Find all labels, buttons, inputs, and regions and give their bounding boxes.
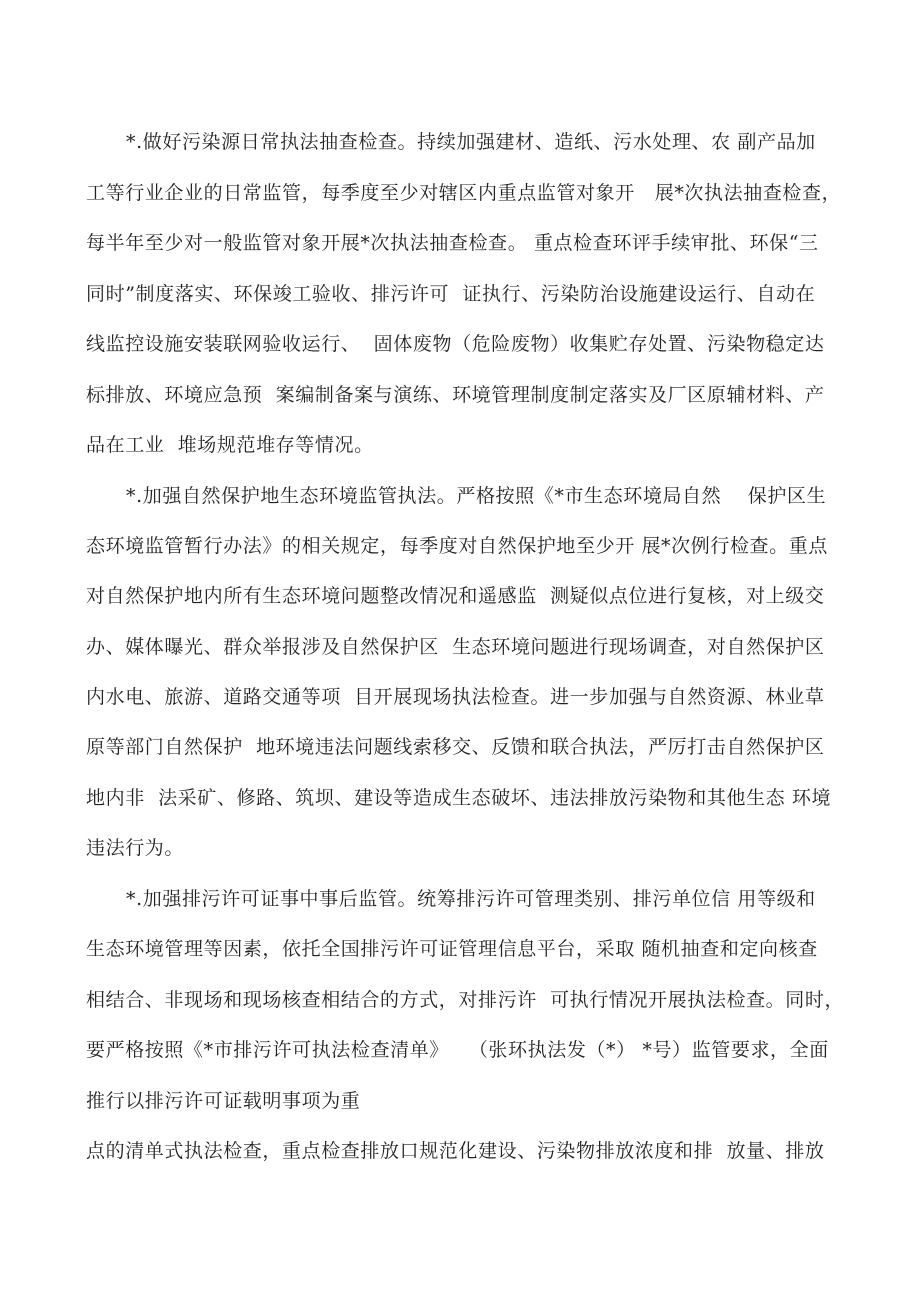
paragraph-1-line-5: 线监控设施安装联网验收运行、 固体废物（危险废物）收集贮存处置、污染物稳定达: [86, 333, 825, 355]
paragraph-3-line-5: 推行以排污许可证载明事项为重: [86, 1090, 361, 1112]
paragraph-2-line-8: 违法行为。: [86, 837, 185, 859]
paragraph-1-line-4: 同时”制度落实、环保竣工验收、排污许可 证执行、污染防治设施建设运行、自动在: [86, 283, 816, 305]
paragraph-2-line-2: 态环境监管暂行办法》的相关规定，每季度对自然保护地至少开 展*次例行检查。重点: [86, 535, 828, 557]
paragraph-2-line-1: *.加强自然保护地生态环境监管执法。严格按照《*市生态环境局自然 保护区生: [126, 485, 827, 507]
paragraph-2-line-5: 内水电、旅游、道路交通等项 目开展现场执法检查。进一步加强与自然资源、林业草: [86, 686, 825, 708]
paragraph-3-line-2: 生态环境管理等因素，依托全国排污许可证管理信息平台，采取 随机抽查和定向核查: [86, 938, 818, 960]
paragraph-3-line-3: 相结合、非现场和现场核查相结合的方式，对排污许 可执行情况开展执法检查。同时，: [86, 989, 845, 1011]
paragraph-4-line-1: 点的清单式执法检查，重点检查排放口规范化建设、污染物排放浓度和排 放量、排放: [86, 1140, 825, 1162]
paragraph-3-line-4: 要严格按照《*市排污许可执法检查清单》 （张环执法发（*） *号）监管要求，全面: [86, 1039, 829, 1061]
paragraph-1-line-3: 每半年至少对一般监管对象开展*次执法抽查检查。 重点检查环评手续审批、环保“三: [86, 232, 819, 254]
paragraph-3-line-1: *.加强排污许可证事中事后监管。统筹排污许可管理类别、排污单位信 用等级和: [126, 888, 816, 910]
paragraph-2-line-7: 地内非 法采矿、修路、筑坝、建设等造成生态破坏、违法排放污染物和其他生态 环境: [86, 787, 832, 809]
paragraph-2-line-3: 对自然保护地内所有生态环境问题整改情况和遥感监 测疑似点位进行复核，对上级交: [86, 585, 825, 607]
paragraph-1-line-6: 标排放、环境应急预 案编制备案与演练、环境管理制度制定落实及厂区原辅材料、产: [86, 384, 825, 406]
paragraph-2-line-4: 办、媒体曝光、群众举报涉及自然保护区 生态环境问题进行现场调查，对自然保护区: [86, 636, 825, 658]
paragraph-1-line-1: *.做好污染源日常执法抽查检查。持续加强建材、造纸、污水处理、农 副产品加: [126, 131, 816, 153]
paragraph-1-line-2: 工等行业企业的日常监管，每季度至少对辖区内重点监管对象开 展*次执法抽查检查，: [86, 182, 842, 204]
paragraph-2-line-6: 原等部门自然保护 地环境违法问题线索移交、反馈和联合执法，严厉打击自然保护区: [86, 736, 825, 758]
paragraph-1-line-7: 品在工业 堆场规范堆存等情况。: [86, 434, 374, 456]
